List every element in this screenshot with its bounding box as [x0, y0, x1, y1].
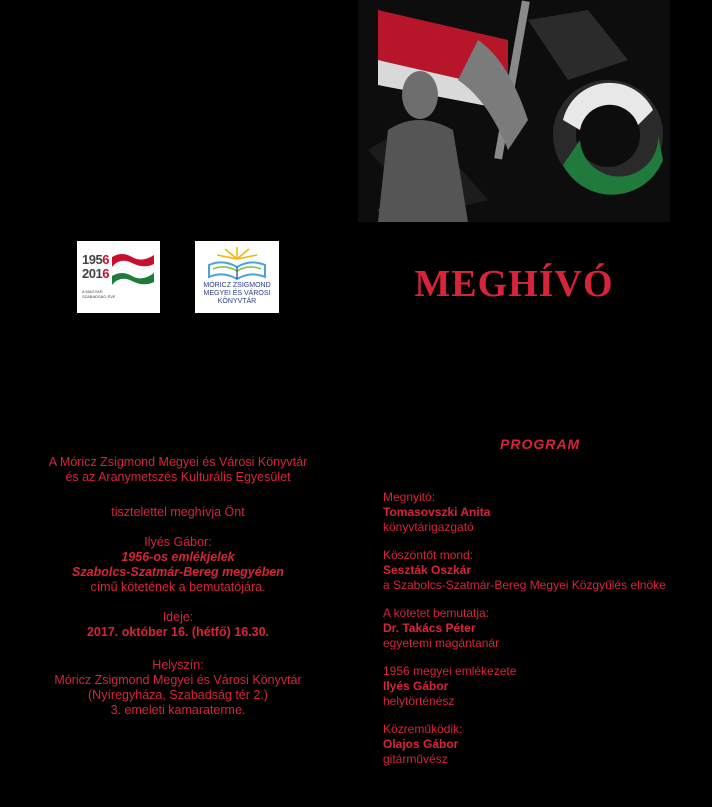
program-desc: könyvtárigazgató: [383, 520, 474, 534]
program-item: [383, 722, 703, 767]
host-line-2: és az Aranymetszés Kulturális Egyesület: [65, 470, 291, 484]
library-logo-line3: KÖNYVTÁR: [217, 298, 257, 305]
invite-line: tisztelettel meghívja Önt: [111, 505, 245, 519]
program-list: [383, 490, 703, 767]
program-name: Olajos Gábor: [383, 737, 459, 751]
host-line-1: A Móricz Zsigmond Megyei és Városi Könyvtár: [48, 455, 308, 469]
book-title-line-2: Szabolcs-Szatmár-Bereg megyében: [72, 565, 284, 579]
program-desc: gitárművész: [383, 752, 448, 766]
place-line-1: Móricz Zsigmond Megyei és Városi Könyvtár: [54, 673, 302, 687]
anniversary-year-end: 2016: [82, 266, 109, 281]
program-desc: helytörténész: [383, 694, 455, 708]
library-logo-line1: MÓRICZ ZSIGMOND: [203, 282, 271, 289]
library-logo-line2: MEGYEI ÉS VÁROSI: [203, 290, 271, 297]
anniversary-caption: A MAGYAR SZABADSÁG ÉVE: [82, 289, 116, 299]
program-desc: egyetemi magántanár: [383, 636, 500, 650]
page-title: MEGHÍVÓ: [414, 263, 614, 305]
program-name: Ilyés Gábor: [383, 679, 449, 693]
hungarian-flag-icon: [110, 249, 156, 287]
program-name: Dr. Takács Péter: [383, 621, 476, 635]
program-role: Közreműködik:: [383, 722, 463, 736]
program-desc: a Szabolcs-Szatmár-Bereg Megyei Közgyűlés elnöke: [383, 578, 666, 592]
program-item: [383, 490, 703, 535]
anniversary-year-start: 1956: [82, 252, 109, 267]
library-logo-text: [195, 282, 279, 306]
cover-artwork-illustration: [358, 0, 670, 222]
place-line-3: 3. emeleti kamaraterme.: [110, 703, 246, 717]
date-label: Ideje:: [162, 610, 194, 624]
library-logo: [195, 241, 279, 313]
anniversary-logo: [77, 241, 160, 313]
invitation-text: [0, 455, 356, 718]
program-item: [383, 606, 703, 651]
cover-artwork: [358, 0, 670, 222]
book-suffix-line: című kötetének a bemutatójára.: [90, 580, 266, 594]
statue-head: [402, 71, 438, 119]
author-line: Ilyés Gábor:: [144, 535, 212, 549]
place-label: Helyszín:: [152, 658, 204, 672]
open-book-icon: [203, 245, 271, 281]
program-item: [383, 664, 703, 709]
program-role: Megnyitó:: [383, 490, 436, 504]
date-value: 2017. október 16. (hétfő) 16.30.: [86, 625, 269, 639]
program-role: 1956 megyei emlékezete: [383, 664, 517, 678]
program-role: A kötetet bemutatja:: [383, 606, 490, 620]
program-title: PROGRAM: [500, 436, 581, 452]
program-role: Köszöntőt mond:: [383, 548, 474, 562]
program-name: Seszták Oszkár: [383, 563, 472, 577]
program-name: Tomasovszki Anita: [383, 505, 491, 519]
program-item: [383, 548, 703, 593]
book-title-line-1: 1956-os emlékjelek: [121, 550, 235, 564]
place-line-2: (Nyíregyháza, Szabadság tér 2.): [88, 688, 268, 702]
